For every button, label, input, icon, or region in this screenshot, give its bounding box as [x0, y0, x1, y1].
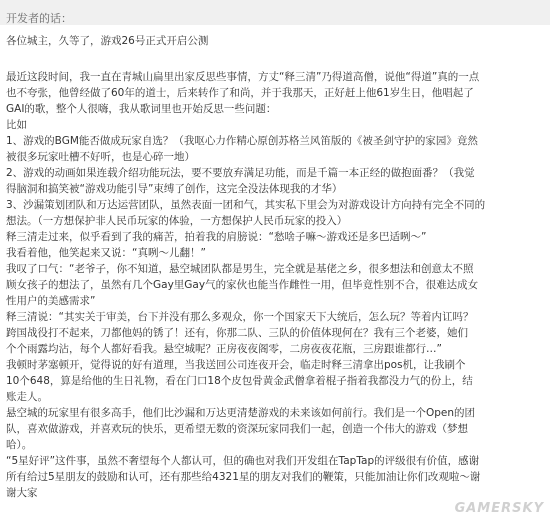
body-line: 10个648，算是给他的生日礼物，看在门口18个皮包骨黄金武僧拿着棍子指着我都没力气的份上，结 [6, 375, 473, 387]
paragraph-gap [6, 49, 544, 69]
page-title: 开发者的话： [6, 12, 72, 25]
body-line: “5星好评”这件事，虽然不奢望每个人都认可，但的确也对我们开发组在TapTap的评级很有价值，感谢 [6, 455, 480, 467]
body-line: 跨国战役打不起来，刀都他妈的锈了！还有，你那二队、三队的价值体现何在？我有三个老婆，她们 [6, 327, 468, 339]
body-line: 3、沙漏策划团队和万达运营团队，虽然表面一团和气，其实私下里会为对游戏设计方向持有完全不同的 [6, 199, 486, 211]
body-line: 得脑洞和搞笑被“游戏功能引导”束缚了创作，这完全没法体现我的才华） [6, 183, 343, 195]
body-line: GAI的歌，整个人很嗨，我从歌词里也开始反思一些问题： [6, 103, 277, 115]
body-line: 谢大家 [6, 487, 38, 499]
body-line: 释三清走过来，似乎看到了我的痛苦，拍着我的肩膀说：“愁啥子嘛～游戏还是多巴适咧～” [6, 231, 427, 243]
body-line: 我看着他，他笑起来又说：“真咧～儿翻！” [6, 247, 206, 259]
note-content [6, 33, 544, 501]
body-line: 哈）。 [6, 439, 33, 451]
body-line: 个个雨露均沾，每个人都好看我。悬空城呢？正房夜夜阁零，二房夜夜花瓶，三房跟谁都行…” [6, 343, 442, 355]
body-line: 被很多玩家吐槽不好听，也是心碎一地） [6, 151, 195, 163]
body-line: 我叹了口气：“老爷子，你不知道，悬空城团队都是男生，完全就是基佬之乡，很多想法和创意太不照 [6, 263, 474, 275]
site-watermark: GAMERSKY [454, 501, 544, 516]
body-line: 所有给过5星朋友的鼓励和认可，还有那些给4321星的朋友对我们的鞭策，只能加油让你们改观啦～谢 [6, 471, 481, 483]
body-line: 账走人。 [6, 391, 48, 403]
body-line: 2、游戏的动画如果连载介绍功能玩法，要不要放弃满足功能，而是千篇一本正经的做抱面番？（我觉 [6, 167, 475, 179]
body-line: 最近这段时间，我一直在青城山扁里出家反思些事情，方丈“释三清”乃得道高僧，说他“得道”真的一点 [6, 71, 480, 83]
body-line: 也不夸张，他曾经做了60年的道士，后来转作了和尚，并于我那天，正好赶上他61岁生日，他唱起了 [6, 87, 474, 99]
body-line: 想法。（一方想保护非人民币玩家的体验，一方想保护人民币玩家的投入） [6, 215, 348, 227]
body-line: 顾女孩子的想法了，虽然有几个Gay里Gay气的家伙也能当作雌性一用，但毕竟性别不合，很难达成女 [6, 279, 479, 291]
body-line: 悬空城的玩家里有很多高手，他们比沙漏和万达更清楚游戏的未来该如何前行。我们是一个Open的团 [6, 407, 476, 419]
body-line: 性用户的美感需求” [6, 295, 96, 307]
body-line: 队，喜欢做游戏，并喜欢玩的快乐，更希望无数的资深玩家同我们一起，创造一个伟大的游戏（梦想 [6, 423, 468, 435]
body-line: 1、游戏的BGM能否做成玩家自选？（我呕心力作精心原创苏格兰风笛版的《被圣剑守护的家园》竟然 [6, 135, 478, 147]
header-bar [0, 0, 550, 25]
body-line: 比如 [6, 119, 27, 131]
greeting-line: 各位城主，久等了，游戏26号正式开启公测 [6, 35, 209, 47]
body-line: 释三清说：“其实关于审美，台下并没有那么多观众，你一个国家天下大统后，怎么玩？等着内讧吗？ [6, 311, 474, 323]
body-line: 我顿时茅塞顿开，觉得说的好有道理，当我送回公司连夜开会，临走时释三清拿出pos机，让我刷个 [6, 359, 466, 371]
